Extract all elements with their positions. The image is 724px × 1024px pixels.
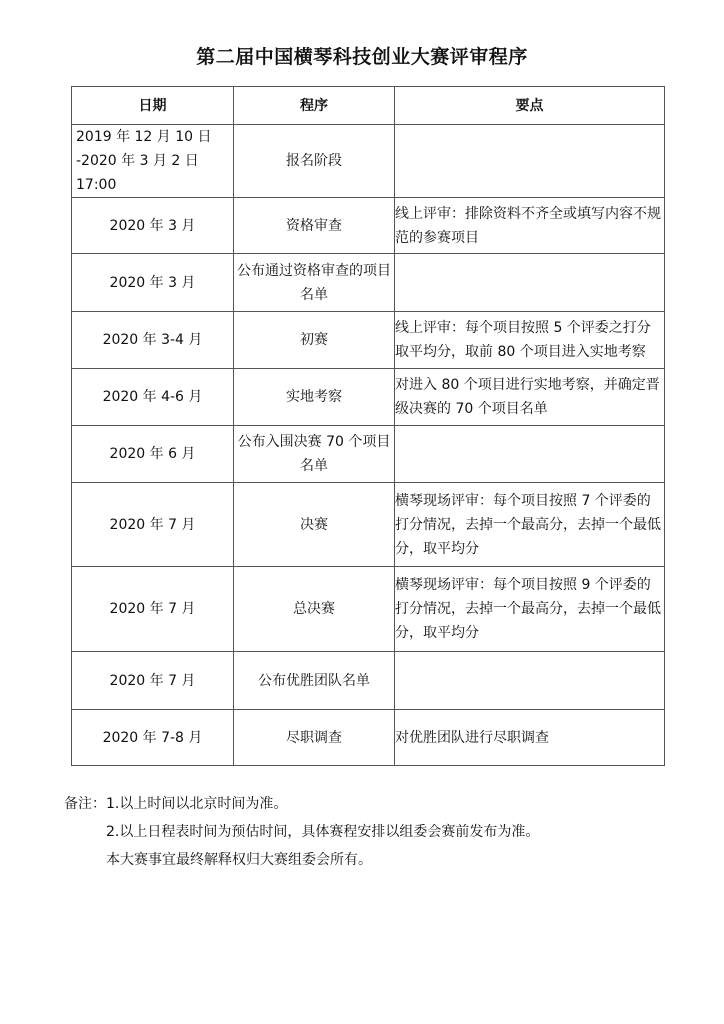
table-row xyxy=(72,254,665,312)
row-process: 公布入围决赛 70 个项目名单 xyxy=(234,426,395,483)
table-row xyxy=(72,369,665,426)
table-header-row xyxy=(72,87,665,125)
row-date: 2020 年 7-8 月 xyxy=(72,710,234,766)
notes-section xyxy=(64,790,539,874)
row-date: 2020 年 3 月 xyxy=(72,254,234,312)
row-points xyxy=(395,254,665,312)
table-row xyxy=(72,652,665,710)
table-row xyxy=(72,198,665,254)
header-process: 程序 xyxy=(234,87,395,125)
table-row xyxy=(72,483,665,567)
note-line-1: 备注：1.以上时间以北京时间为准。 xyxy=(64,796,288,812)
row-points: 对优胜团队进行尽职调查 xyxy=(395,710,665,766)
note-line-2: 2.以上日程表时间为预估时间，具体赛程安排以组委会赛前发布为准。 xyxy=(106,824,540,840)
row-points: 线上评审：排除资料不齐全或填写内容不规范的参赛项目 xyxy=(395,198,665,254)
row-date: 2020 年 6 月 xyxy=(72,426,234,483)
row-points: 线上评审：每个项目按照 5 个评委之打分取平均分，取前 80 个项目进入实地考察 xyxy=(395,312,665,369)
row-date: 2020 年 7 月 xyxy=(72,652,234,710)
row-process: 公布通过资格审查的项目名单 xyxy=(234,254,395,312)
table-row xyxy=(72,312,665,369)
row-process: 尽职调查 xyxy=(234,710,395,766)
header-date: 日期 xyxy=(72,87,234,125)
row-process: 初赛 xyxy=(234,312,395,369)
row-process: 实地考察 xyxy=(234,369,395,426)
row-date: 2020 年 7 月 xyxy=(72,483,234,567)
row-process: 总决赛 xyxy=(234,567,395,652)
schedule-table xyxy=(71,86,665,766)
table-row xyxy=(72,426,665,483)
row-process: 公布优胜团队名单 xyxy=(234,652,395,710)
row-date: 2020 年 3 月 xyxy=(72,198,234,254)
note-line-3: 本大赛事宜最终解释权归大赛组委会所有。 xyxy=(106,852,372,868)
row-date: 2020 年 3-4 月 xyxy=(72,312,234,369)
document-title: 第二届中国横琴科技创业大赛评审程序 xyxy=(196,46,528,68)
row-date: 2020 年 4-6 月 xyxy=(72,369,234,426)
table-row xyxy=(72,125,665,198)
row-points xyxy=(395,125,665,198)
row-process: 报名阶段 xyxy=(234,125,395,198)
row-points: 对进入 80 个项目进行实地考察，并确定晋级决赛的 70 个项目名单 xyxy=(395,369,665,426)
row-process: 资格审查 xyxy=(234,198,395,254)
header-points: 要点 xyxy=(395,87,665,125)
row-date: 2020 年 7 月 xyxy=(72,567,234,652)
row-points xyxy=(395,652,665,710)
table-row xyxy=(72,567,665,652)
table-row xyxy=(72,710,665,766)
row-process: 决赛 xyxy=(234,483,395,567)
row-date: 2019 年 12 月 10 日 -2020 年 3 月 2 日 17:00 xyxy=(72,125,234,198)
row-points: 横琴现场评审：每个项目按照 9 个评委的打分情况，去掉一个最高分，去掉一个最低分，取平均分 xyxy=(395,567,665,652)
row-points xyxy=(395,426,665,483)
row-points: 横琴现场评审：每个项目按照 7 个评委的打分情况，去掉一个最高分，去掉一个最低分，取平均分 xyxy=(395,483,665,567)
